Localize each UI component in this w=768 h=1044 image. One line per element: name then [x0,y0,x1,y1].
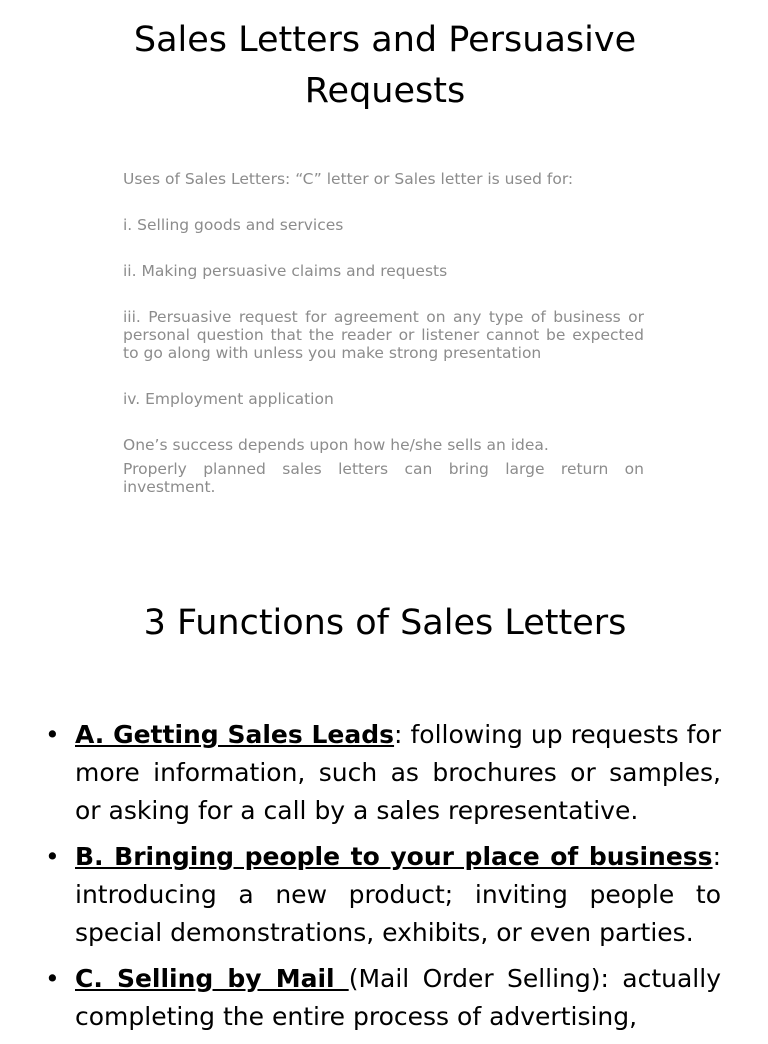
functions-list [45,716,721,1044]
function-description: : introducing a new product; inviting people to special demonstrations, exhibits, or even parties. [75,842,721,947]
slide-title: 3 Functions of Sales Letters [143,603,627,643]
uses-of-sales-letters-text [123,170,644,524]
bullet-icon: • [45,964,60,993]
use-item: iii. Persuasive request for agreement on any type of business or personal question that the reader or listener cannot be expected to go along with unless you make strong presentation [123,308,644,362]
use-item: ii. Making persuasive claims and requests [123,262,448,280]
function-heading: C. Selling by Mail [75,964,349,993]
slide-title: Sales Letters and Persuasive Requests [133,20,637,111]
use-item: i. Selling goods and services [123,216,344,234]
function-description: : following up requests for more information, such as brochures or samples, or asking for a call by a sales representative. [75,720,722,825]
use-item: iv. Employment application [123,390,334,408]
function-description: (Mail Order Selling): actually completing the entire process of advertising, [75,964,721,1031]
list-item [45,838,721,952]
list-item [45,960,721,1036]
function-heading: B. Bringing people to your place of business [75,842,713,871]
list-item [45,716,721,830]
bullet-icon: • [45,842,60,871]
bullet-icon: • [45,720,60,749]
uses-intro: Uses of Sales Letters: “C” letter or Sales letter is used for: [123,170,574,188]
closing-line: Properly planned sales letters can bring large return on investment. [123,460,644,496]
closing-line: One’s success depends upon how he/she sells an idea. [123,436,549,454]
function-heading: A. Getting Sales Leads [75,720,395,749]
